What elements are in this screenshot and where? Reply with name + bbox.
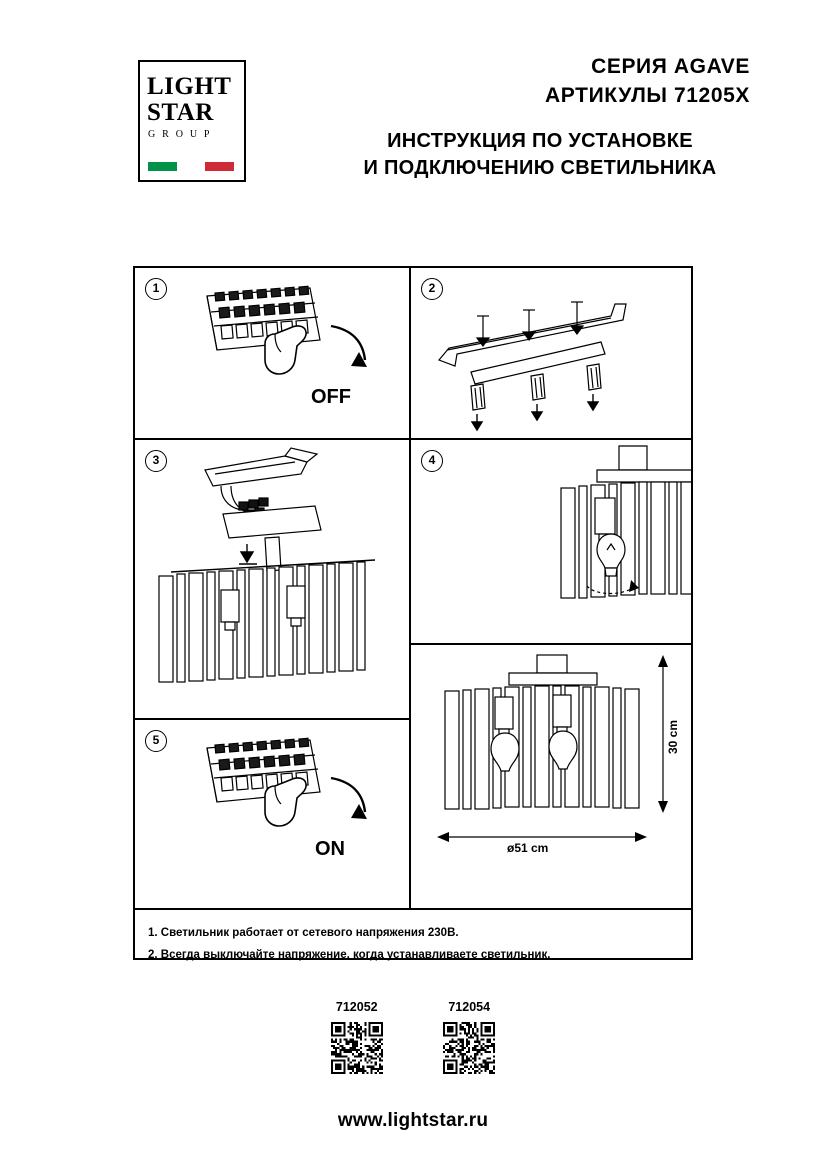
document-header xyxy=(0,52,826,202)
step-2-illustration xyxy=(411,268,691,438)
qr-label-2: 712054 xyxy=(448,1000,491,1014)
step-2-number: 2 xyxy=(421,278,443,300)
note-2: 2. Всегда выключайте напряжение, когда устанавливаете светильник. xyxy=(148,949,551,961)
instruction-title-line-2: И ПОДКЛЮЧЕНИЮ СВЕТИЛЬНИКА xyxy=(363,157,717,179)
italian-flag-icon xyxy=(148,162,234,171)
logo-subtitle: G R O U P xyxy=(148,129,212,140)
step-1-cell xyxy=(135,268,409,438)
step-3-number: 3 xyxy=(145,450,167,472)
logo-line-1: LIGHT xyxy=(147,73,232,100)
step-4-illustration xyxy=(411,440,691,643)
step-5-cell xyxy=(135,720,409,908)
step-5-number: 5 xyxy=(145,730,167,752)
qr-code-section xyxy=(0,1000,826,1074)
qr-code-image-1 xyxy=(331,1022,383,1074)
logo-line-2: STAR xyxy=(147,99,214,126)
qr-label-1: 712052 xyxy=(335,1000,378,1014)
qr-item-2 xyxy=(421,1000,517,1074)
header-text-block xyxy=(330,52,750,182)
height-dimension-label: 30 cm xyxy=(666,719,680,755)
step-4-number: 4 xyxy=(421,450,443,472)
notes-block xyxy=(148,922,668,966)
step-3-illustration xyxy=(135,440,409,718)
step-2-cell xyxy=(411,268,691,438)
note-1: 1. Светильник работает от сетевого напряжения 230В. xyxy=(148,927,459,939)
qr-code-image-2 xyxy=(443,1022,495,1074)
instruction-title-line-1: ИНСТРУКЦИЯ ПО УСТАНОВКЕ xyxy=(387,130,693,152)
step-5-illustration xyxy=(135,720,409,908)
qr-item-1 xyxy=(309,1000,405,1074)
diameter-dimension-label: ø51 cm xyxy=(507,841,549,855)
instruction-grid xyxy=(133,266,693,960)
step-1-illustration xyxy=(135,268,409,438)
step-1-caption: OFF xyxy=(311,386,351,408)
website-footer: www.lightstar.ru xyxy=(337,1110,489,1131)
grid-divider-h3 xyxy=(135,908,691,910)
step-4-cell xyxy=(411,440,691,643)
step-5-caption: ON xyxy=(315,838,345,860)
dimensions-illustration xyxy=(411,645,691,908)
step-3-cell xyxy=(135,440,409,718)
dimensions-cell xyxy=(411,645,691,908)
articles-label: АРТИКУЛЫ 71205X xyxy=(545,84,750,107)
brand-logo xyxy=(138,60,246,182)
step-1-number: 1 xyxy=(145,278,167,300)
series-label: СЕРИЯ AGAVE xyxy=(591,55,750,78)
